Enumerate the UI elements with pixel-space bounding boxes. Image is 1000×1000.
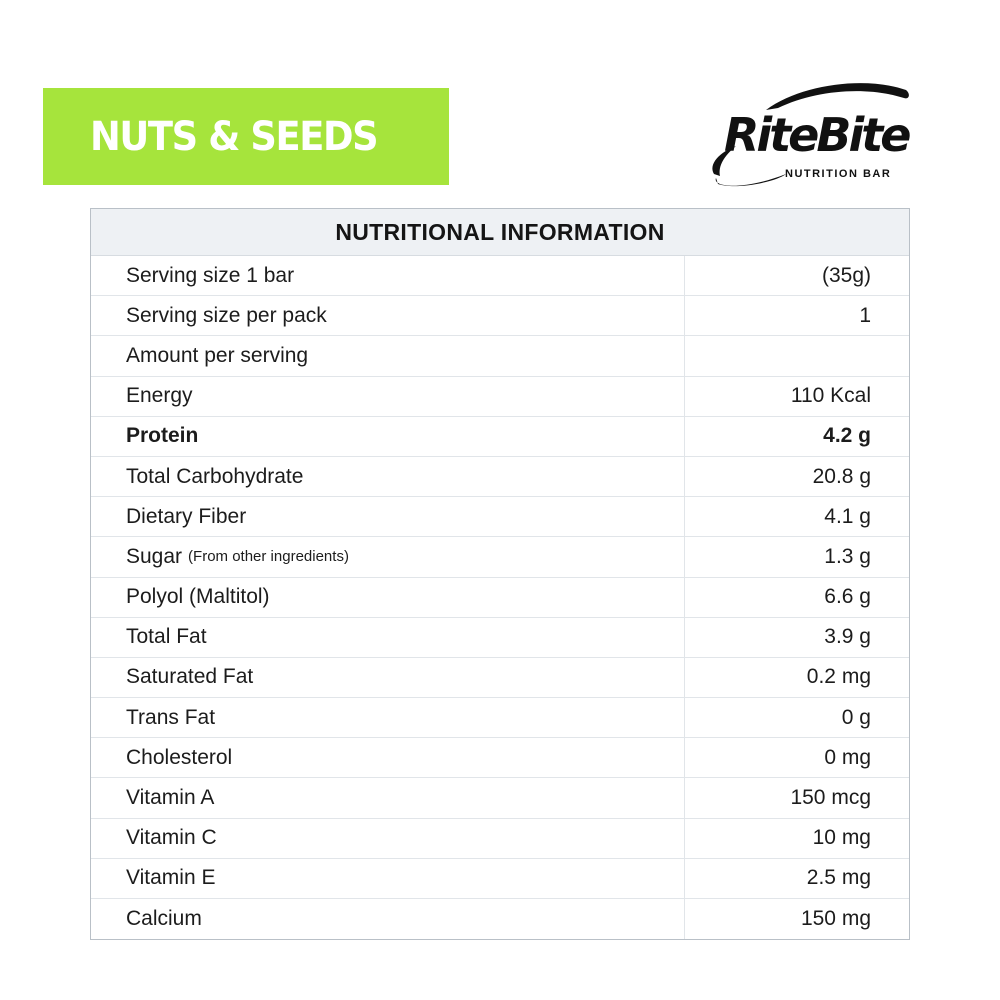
nutrient-label-cell — [91, 296, 685, 335]
product-title: NUTS & SEEDS — [90, 113, 378, 160]
table-row — [91, 296, 909, 336]
table-body — [91, 256, 909, 939]
nutrient-label: Total Carbohydrate — [126, 464, 304, 488]
nutrient-label-cell — [91, 377, 685, 416]
nutrient-label-cell — [91, 497, 685, 536]
table-row — [91, 417, 909, 457]
nutrient-label: Protein — [126, 424, 199, 448]
nutrient-value: 10 mg — [812, 826, 871, 850]
nutrient-value: 1.3 g — [824, 544, 871, 568]
table-row — [91, 778, 909, 818]
table-title: NUTRITIONAL INFORMATION — [91, 209, 909, 256]
nutrient-note: (From other ingredients) — [188, 548, 349, 566]
table-row — [91, 738, 909, 778]
brand-name: RiteBite — [724, 108, 909, 162]
nutrient-value: 4.1 g — [824, 504, 871, 528]
nutrient-value: 3.9 g — [824, 625, 871, 649]
nutrition-table — [90, 208, 910, 940]
nutrient-value: 6.6 g — [824, 585, 871, 609]
table-row — [91, 819, 909, 859]
nutrient-label: Serving size per pack — [126, 303, 327, 327]
nutrient-label-cell — [91, 417, 685, 456]
nutrient-value: 0 mg — [824, 745, 871, 769]
nutrient-value: 150 mcg — [790, 786, 871, 810]
nutrient-label: Energy — [126, 384, 193, 408]
table-row — [91, 497, 909, 537]
nutrient-label: Sugar — [126, 544, 183, 568]
table-row — [91, 377, 909, 417]
nutrient-label-cell — [91, 578, 685, 617]
nutrient-label: Dietary Fiber — [126, 504, 247, 528]
table-row — [91, 457, 909, 497]
table-row — [91, 256, 909, 296]
nutrient-label: Saturated Fat — [126, 665, 254, 689]
nutrient-value: 1 — [859, 303, 871, 327]
brand-tagline: NUTRITION BAR — [785, 168, 892, 180]
product-banner — [43, 88, 449, 185]
nutrient-value: 0.2 mg — [806, 665, 871, 689]
table-row — [91, 537, 909, 577]
nutrient-label: Total Fat — [126, 625, 207, 649]
nutrient-label-cell — [91, 738, 685, 777]
nutrient-label-cell — [91, 457, 685, 496]
nutrient-value: 4.2 g — [823, 424, 871, 448]
nutrient-label-cell — [91, 819, 685, 858]
table-row — [91, 698, 909, 738]
nutrient-label: Vitamin E — [126, 866, 216, 890]
nutrient-label-cell — [91, 859, 685, 898]
nutrient-value: (35g) — [821, 263, 871, 287]
table-row — [91, 618, 909, 658]
nutrient-label-cell — [91, 256, 685, 295]
nutrient-label: Vitamin A — [126, 786, 215, 810]
nutrient-label: Trans Fat — [126, 705, 216, 729]
nutrient-label: Vitamin C — [126, 826, 217, 850]
nutrient-value: 20.8 g — [812, 464, 871, 488]
nutrient-label-cell — [91, 698, 685, 737]
nutrient-label: Polyol (Maltitol) — [126, 585, 270, 609]
nutrient-value: 150 mg — [800, 907, 871, 931]
nutrient-label: Amount per serving — [126, 343, 309, 367]
nutrient-value: 110 Kcal — [790, 384, 871, 408]
nutrient-label-cell — [91, 336, 685, 375]
table-row — [91, 658, 909, 698]
nutrient-label-cell — [91, 618, 685, 657]
nutrient-label-cell — [91, 658, 685, 697]
nutrient-label: Cholesterol — [126, 745, 233, 769]
table-row — [91, 859, 909, 899]
table-row — [91, 899, 909, 939]
table-row — [91, 578, 909, 618]
nutrient-value — [685, 336, 909, 375]
nutrient-value: 2.5 mg — [806, 866, 871, 890]
nutrient-label: Serving size 1 bar — [126, 263, 295, 287]
nutrient-label-cell — [91, 537, 685, 576]
nutrient-value: 0 g — [841, 705, 871, 729]
brand-logo — [706, 78, 916, 193]
nutrient-label-cell — [91, 899, 685, 939]
nutrient-label-cell — [91, 778, 685, 817]
table-row — [91, 336, 909, 376]
nutrient-label: Calcium — [126, 907, 202, 931]
